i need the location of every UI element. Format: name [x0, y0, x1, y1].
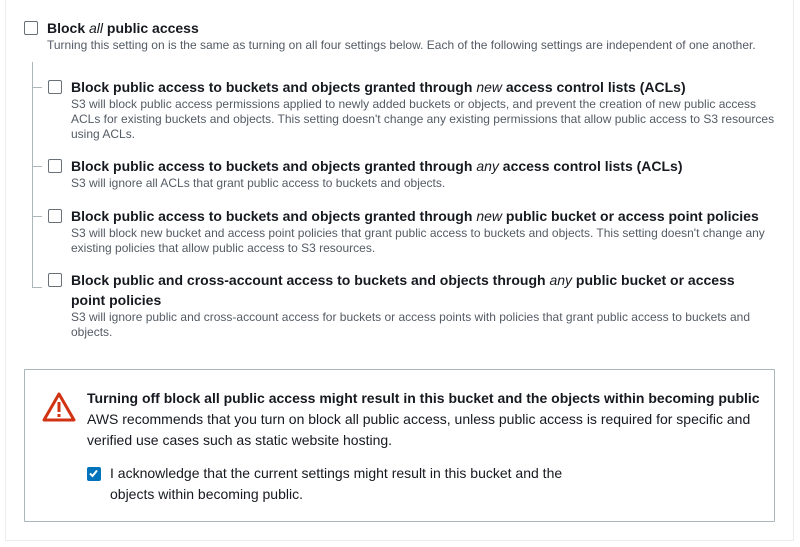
setting-new-acls-title: Block public access to buckets and objects granted through new access control lists (ACLs): [71, 79, 686, 95]
setting-any-acls-title: Block public access to buckets and objects granted through any access control lists (ACLs): [71, 158, 683, 174]
setting-any-acls-checkbox[interactable]: [48, 159, 62, 173]
warning-triangle-icon: [42, 392, 76, 422]
warning-title: Turning off block all public access might result in this bucket and the objects within becoming public: [87, 390, 760, 406]
block-all-description: Turning this setting on is the same as turning on all four settings below. Each of the following settings are independent of one another.: [47, 38, 756, 52]
setting-any-policies-title: Block public and cross-account access to buckets and objects through any public bucket or access point policies: [71, 272, 735, 308]
block-all-title: Block all public access: [47, 20, 199, 36]
setting-new-policies-checkbox[interactable]: [48, 209, 62, 223]
setting-new-policies-description: S3 will block new bucket and access point policies that grant public access to buckets and objects. This setting doesn't change any existing policies that allow public access to S3 resources.: [71, 226, 765, 255]
warning-body: AWS recommends that you turn on block all public access, unless public access is required for specific and verified use cases such as static website hosting.: [87, 411, 751, 448]
tree-connector: [32, 62, 33, 287]
tree-branch: [32, 287, 42, 288]
acknowledge-label[interactable]: I acknowledge that the current settings might result in this bucket and the objects within becoming public.: [110, 465, 563, 502]
setting-any-policies-description: S3 will ignore public and cross-account access for buckets or access points with policies that grant public access to buckets and objects.: [71, 310, 751, 339]
setting-any-policies-checkbox[interactable]: [48, 273, 62, 287]
setting-new-acls-checkbox[interactable]: [48, 80, 62, 94]
tree-branch: [32, 166, 42, 167]
checkmark-icon: [88, 468, 99, 479]
tree-branch: [32, 216, 42, 217]
tree-branch: [32, 87, 42, 88]
block-all-checkbox[interactable]: [24, 21, 38, 35]
acknowledge-checkbox[interactable]: [87, 467, 101, 481]
setting-any-acls-description: S3 will ignore all ACLs that grant public access to buckets and objects.: [71, 176, 446, 190]
setting-new-policies-title: Block public access to buckets and objects granted through new public bucket or access point policies: [71, 208, 759, 224]
setting-new-acls-description: S3 will block public access permissions applied to newly added buckets or objects, and prevent the creation of new public access ACLs for existing buckets and objects. This setting doesn't change any existing permissions that allow public access to S3 resources using ACLs.: [71, 97, 775, 141]
